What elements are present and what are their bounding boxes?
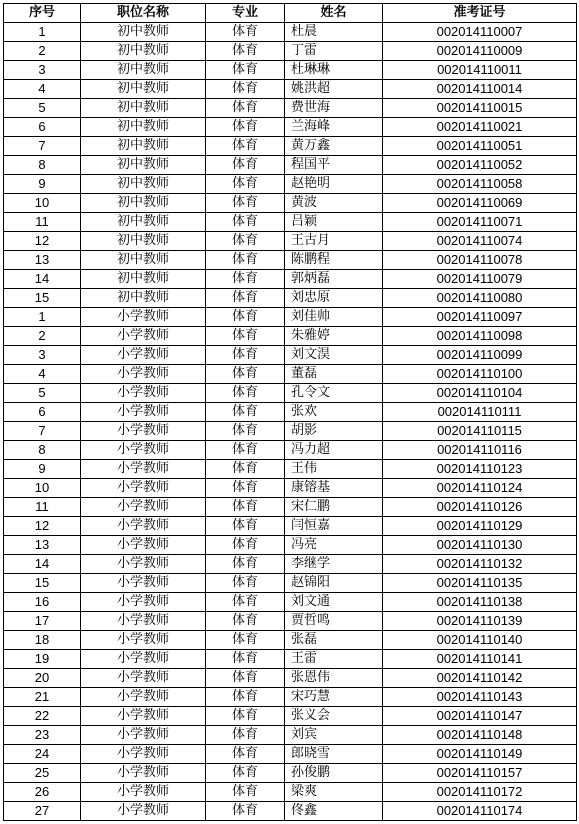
cell-exam-id: 002014110080 (383, 289, 577, 308)
cell-exam-id: 002014110126 (383, 498, 577, 517)
table-row (4, 764, 577, 783)
cell-major: 体育 (206, 669, 285, 688)
table-row (4, 479, 577, 498)
cell-name: 黄波 (285, 194, 383, 213)
cell-serial: 27 (4, 802, 81, 821)
cell-major: 体育 (206, 270, 285, 289)
cell-major: 体育 (206, 422, 285, 441)
cell-position: 初中教师 (81, 156, 206, 175)
cell-major: 体育 (206, 251, 285, 270)
cell-exam-id: 002014110007 (383, 23, 577, 42)
cell-serial: 4 (4, 365, 81, 384)
cell-position: 小学教师 (81, 612, 206, 631)
cell-position: 初中教师 (81, 42, 206, 61)
cell-name: 朱雅婷 (285, 327, 383, 346)
cell-serial: 8 (4, 156, 81, 175)
cell-position: 小学教师 (81, 422, 206, 441)
cell-name: 刘忠原 (285, 289, 383, 308)
cell-position: 小学教师 (81, 536, 206, 555)
cell-name: 刘宾 (285, 726, 383, 745)
table-row (4, 346, 577, 365)
cell-serial: 23 (4, 726, 81, 745)
table-row (4, 403, 577, 422)
table-row (4, 441, 577, 460)
table-body (4, 23, 577, 821)
cell-major: 体育 (206, 650, 285, 669)
cell-exam-id: 002014110079 (383, 270, 577, 289)
cell-major: 体育 (206, 365, 285, 384)
cell-serial: 13 (4, 251, 81, 270)
table-row (4, 194, 577, 213)
table-row (4, 669, 577, 688)
table-row (4, 726, 577, 745)
cell-serial: 6 (4, 403, 81, 422)
cell-position: 初中教师 (81, 194, 206, 213)
table-row (4, 23, 577, 42)
cell-major: 体育 (206, 593, 285, 612)
cell-name: 宋仁鹏 (285, 498, 383, 517)
cell-exam-id: 002014110099 (383, 346, 577, 365)
cell-exam-id: 002014110142 (383, 669, 577, 688)
cell-name: 张磊 (285, 631, 383, 650)
cell-position: 小学教师 (81, 764, 206, 783)
cell-major: 体育 (206, 631, 285, 650)
cell-name: 刘文通 (285, 593, 383, 612)
table-row (4, 327, 577, 346)
cell-exam-id: 002014110009 (383, 42, 577, 61)
cell-major: 体育 (206, 194, 285, 213)
cell-position: 小学教师 (81, 783, 206, 802)
cell-exam-id: 002014110123 (383, 460, 577, 479)
cell-name: 张义会 (285, 707, 383, 726)
table-row (4, 612, 577, 631)
cell-exam-id: 002014110015 (383, 99, 577, 118)
cell-name: 董磊 (285, 365, 383, 384)
cell-major: 体育 (206, 479, 285, 498)
cell-position: 小学教师 (81, 555, 206, 574)
cell-name: 刘文淏 (285, 346, 383, 365)
cell-name: 梁爽 (285, 783, 383, 802)
table-row (4, 213, 577, 232)
table-header (4, 4, 577, 23)
table-row (4, 308, 577, 327)
header-position: 职位名称 (81, 4, 206, 23)
cell-name: 费世海 (285, 99, 383, 118)
cell-position: 小学教师 (81, 726, 206, 745)
cell-name: 黄万鑫 (285, 137, 383, 156)
cell-major: 体育 (206, 688, 285, 707)
cell-major: 体育 (206, 441, 285, 460)
cell-major: 体育 (206, 555, 285, 574)
footer-note-cropped (3, 818, 576, 824)
cell-exam-id: 002014110130 (383, 536, 577, 555)
cell-major: 体育 (206, 308, 285, 327)
cell-serial: 4 (4, 80, 81, 99)
cell-major: 体育 (206, 213, 285, 232)
table-row (4, 555, 577, 574)
cell-major: 体育 (206, 707, 285, 726)
table-row (4, 365, 577, 384)
cell-exam-id: 002014110098 (383, 327, 577, 346)
cell-exam-id: 002014110135 (383, 574, 577, 593)
cell-name: 丁雷 (285, 42, 383, 61)
cell-serial: 24 (4, 745, 81, 764)
cell-major: 体育 (206, 460, 285, 479)
cell-serial: 21 (4, 688, 81, 707)
cell-position: 初中教师 (81, 99, 206, 118)
cell-name: 宋巧慧 (285, 688, 383, 707)
table-row (4, 99, 577, 118)
cell-name: 赵锦阳 (285, 574, 383, 593)
cell-position: 初中教师 (81, 270, 206, 289)
cell-exam-id: 002014110071 (383, 213, 577, 232)
cell-position: 初中教师 (81, 61, 206, 80)
cell-position: 小学教师 (81, 460, 206, 479)
cell-serial: 3 (4, 346, 81, 365)
cell-major: 体育 (206, 61, 285, 80)
cell-serial: 15 (4, 574, 81, 593)
cell-name: 兰海峰 (285, 118, 383, 137)
cell-exam-id: 002014110011 (383, 61, 577, 80)
cell-exam-id: 002014110174 (383, 802, 577, 821)
cell-exam-id: 002014110104 (383, 384, 577, 403)
cell-serial: 14 (4, 555, 81, 574)
cell-serial: 11 (4, 498, 81, 517)
cell-exam-id: 002014110140 (383, 631, 577, 650)
cell-serial: 18 (4, 631, 81, 650)
cell-name: 康镕基 (285, 479, 383, 498)
cell-major: 体育 (206, 99, 285, 118)
cell-major: 体育 (206, 118, 285, 137)
cell-serial: 15 (4, 289, 81, 308)
cell-name: 赵艳明 (285, 175, 383, 194)
cell-serial: 22 (4, 707, 81, 726)
cell-position: 小学教师 (81, 327, 206, 346)
header-major: 专业 (206, 4, 285, 23)
table-row (4, 593, 577, 612)
cell-name: 张恩伟 (285, 669, 383, 688)
cell-position: 小学教师 (81, 707, 206, 726)
cell-serial: 9 (4, 175, 81, 194)
cell-serial: 1 (4, 23, 81, 42)
cell-position: 小学教师 (81, 441, 206, 460)
cell-name: 吕颖 (285, 213, 383, 232)
cell-position: 小学教师 (81, 745, 206, 764)
cell-name: 刘佳帅 (285, 308, 383, 327)
cell-position: 小学教师 (81, 650, 206, 669)
cell-position: 小学教师 (81, 384, 206, 403)
table-row (4, 460, 577, 479)
cell-major: 体育 (206, 80, 285, 99)
header-exam-id: 准考证号 (383, 4, 577, 23)
cell-exam-id: 002014110115 (383, 422, 577, 441)
cell-major: 体育 (206, 175, 285, 194)
header-serial: 序号 (4, 4, 81, 23)
cell-serial: 5 (4, 99, 81, 118)
table-row (4, 175, 577, 194)
table-row (4, 783, 577, 802)
cell-major: 体育 (206, 289, 285, 308)
cell-position: 初中教师 (81, 213, 206, 232)
cell-major: 体育 (206, 574, 285, 593)
table-row (4, 270, 577, 289)
cell-exam-id: 002014110148 (383, 726, 577, 745)
cell-position: 小学教师 (81, 802, 206, 821)
cell-serial: 7 (4, 422, 81, 441)
cell-serial: 5 (4, 384, 81, 403)
table-row (4, 251, 577, 270)
cell-exam-id: 002014110014 (383, 80, 577, 99)
cell-name: 冯亮 (285, 536, 383, 555)
cell-name: 陈鹏程 (285, 251, 383, 270)
cell-major: 体育 (206, 536, 285, 555)
cell-serial: 19 (4, 650, 81, 669)
candidate-table (3, 3, 577, 821)
table-row (4, 137, 577, 156)
table-row (4, 80, 577, 99)
cell-position: 初中教师 (81, 289, 206, 308)
header-name: 姓名 (285, 4, 383, 23)
cell-name: 张欢 (285, 403, 383, 422)
cell-major: 体育 (206, 42, 285, 61)
table-row (4, 384, 577, 403)
cell-exam-id: 002014110139 (383, 612, 577, 631)
cell-serial: 10 (4, 479, 81, 498)
cell-name: 王伟 (285, 460, 383, 479)
cell-name: 王雷 (285, 650, 383, 669)
table-row (4, 745, 577, 764)
cell-major: 体育 (206, 802, 285, 821)
cell-major: 体育 (206, 137, 285, 156)
cell-serial: 2 (4, 42, 81, 61)
cell-serial: 6 (4, 118, 81, 137)
cell-serial: 7 (4, 137, 81, 156)
cell-position: 小学教师 (81, 574, 206, 593)
cell-serial: 11 (4, 213, 81, 232)
cell-position: 小学教师 (81, 498, 206, 517)
cell-name: 孔令文 (285, 384, 383, 403)
table-row (4, 650, 577, 669)
cell-serial: 8 (4, 441, 81, 460)
cell-position: 初中教师 (81, 118, 206, 137)
cell-major: 体育 (206, 346, 285, 365)
cell-serial: 13 (4, 536, 81, 555)
cell-name: 王古月 (285, 232, 383, 251)
cell-position: 初中教师 (81, 23, 206, 42)
table-row (4, 118, 577, 137)
cell-position: 小学教师 (81, 669, 206, 688)
table-row (4, 289, 577, 308)
cell-name: 郭炳磊 (285, 270, 383, 289)
cell-name: 姚洪超 (285, 80, 383, 99)
cell-exam-id: 002014110097 (383, 308, 577, 327)
cell-exam-id: 002014110157 (383, 764, 577, 783)
cell-exam-id: 002014110124 (383, 479, 577, 498)
cell-position: 小学教师 (81, 346, 206, 365)
cell-name: 李继学 (285, 555, 383, 574)
cell-exam-id: 002014110141 (383, 650, 577, 669)
cell-position: 小学教师 (81, 631, 206, 650)
cell-name: 冯力超 (285, 441, 383, 460)
cell-serial: 2 (4, 327, 81, 346)
cell-serial: 12 (4, 517, 81, 536)
cell-serial: 25 (4, 764, 81, 783)
cell-exam-id: 002014110143 (383, 688, 577, 707)
cell-exam-id: 002014110132 (383, 555, 577, 574)
cell-major: 体育 (206, 156, 285, 175)
cell-serial: 1 (4, 308, 81, 327)
cell-name: 杜晨 (285, 23, 383, 42)
table-row (4, 61, 577, 80)
cell-exam-id: 002014110129 (383, 517, 577, 536)
cell-name: 闫恒嘉 (285, 517, 383, 536)
table-row (4, 574, 577, 593)
cell-major: 体育 (206, 23, 285, 42)
cell-exam-id: 002014110138 (383, 593, 577, 612)
cell-exam-id: 002014110111 (383, 403, 577, 422)
cell-serial: 20 (4, 669, 81, 688)
cell-major: 体育 (206, 327, 285, 346)
cell-exam-id: 002014110147 (383, 707, 577, 726)
cell-major: 体育 (206, 612, 285, 631)
cell-position: 小学教师 (81, 517, 206, 536)
cell-position: 小学教师 (81, 593, 206, 612)
table-row (4, 498, 577, 517)
cell-position: 小学教师 (81, 479, 206, 498)
cell-position: 初中教师 (81, 137, 206, 156)
cell-name: 佟鑫 (285, 802, 383, 821)
cell-name: 程国平 (285, 156, 383, 175)
cell-serial: 17 (4, 612, 81, 631)
cell-major: 体育 (206, 232, 285, 251)
cell-exam-id: 002014110052 (383, 156, 577, 175)
cell-major: 体育 (206, 403, 285, 422)
cell-position: 初中教师 (81, 175, 206, 194)
cell-exam-id: 002014110069 (383, 194, 577, 213)
cell-major: 体育 (206, 384, 285, 403)
cell-exam-id: 002014110149 (383, 745, 577, 764)
cell-serial: 16 (4, 593, 81, 612)
cell-serial: 9 (4, 460, 81, 479)
cell-name: 孙俊鹏 (285, 764, 383, 783)
cell-exam-id: 002014110021 (383, 118, 577, 137)
table-row (4, 517, 577, 536)
table-row (4, 536, 577, 555)
cell-major: 体育 (206, 764, 285, 783)
cell-position: 初中教师 (81, 80, 206, 99)
cell-serial: 12 (4, 232, 81, 251)
cell-position: 小学教师 (81, 403, 206, 422)
cell-position: 小学教师 (81, 688, 206, 707)
cell-exam-id: 002014110172 (383, 783, 577, 802)
cell-name: 胡影 (285, 422, 383, 441)
cell-serial: 3 (4, 61, 81, 80)
cell-major: 体育 (206, 783, 285, 802)
cell-serial: 10 (4, 194, 81, 213)
cell-position: 小学教师 (81, 308, 206, 327)
table-row (4, 156, 577, 175)
cell-exam-id: 002014110074 (383, 232, 577, 251)
cell-major: 体育 (206, 726, 285, 745)
table-row (4, 631, 577, 650)
table-row (4, 688, 577, 707)
cell-position: 初中教师 (81, 251, 206, 270)
cell-position: 小学教师 (81, 365, 206, 384)
cell-serial: 26 (4, 783, 81, 802)
table-row (4, 42, 577, 61)
table-row (4, 422, 577, 441)
cell-exam-id: 002014110078 (383, 251, 577, 270)
cell-major: 体育 (206, 498, 285, 517)
cell-position: 初中教师 (81, 232, 206, 251)
table-row (4, 232, 577, 251)
cell-exam-id: 002014110051 (383, 137, 577, 156)
cell-name: 郎晓雪 (285, 745, 383, 764)
cell-serial: 14 (4, 270, 81, 289)
header-row (4, 4, 577, 23)
cell-major: 体育 (206, 517, 285, 536)
cell-exam-id: 002014110116 (383, 441, 577, 460)
table-row (4, 707, 577, 726)
cell-exam-id: 002014110058 (383, 175, 577, 194)
cell-name: 贾哲鸣 (285, 612, 383, 631)
cell-exam-id: 002014110100 (383, 365, 577, 384)
cell-major: 体育 (206, 745, 285, 764)
cell-name: 杜琳琳 (285, 61, 383, 80)
